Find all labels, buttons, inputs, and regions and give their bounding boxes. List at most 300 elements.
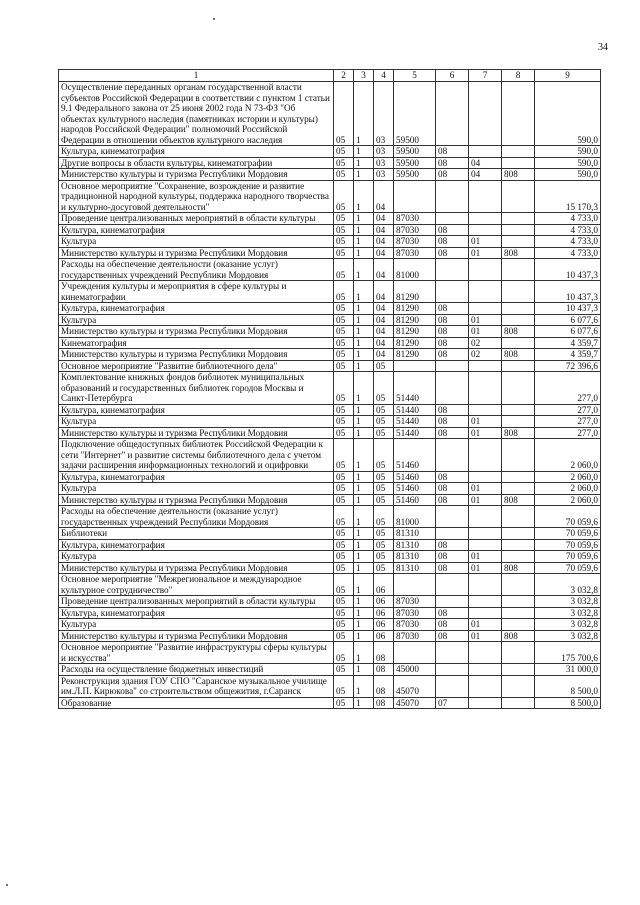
- chapter-code: 08: [436, 562, 469, 574]
- chapter-code: 08: [436, 483, 469, 495]
- table-row: [59, 247, 601, 259]
- subchapter-code: 04: [469, 169, 502, 181]
- program-code: 04: [374, 236, 394, 248]
- subsection-code: 1: [354, 642, 374, 664]
- subsection-code: 1: [354, 539, 374, 551]
- subchapter-code: [469, 539, 502, 551]
- subsection-code: 1: [354, 213, 374, 225]
- target-code: [394, 642, 436, 664]
- amount: 3 032,8: [535, 596, 601, 608]
- section-code: 05: [334, 157, 354, 169]
- program-code: 04: [374, 259, 394, 281]
- amount: 70 059,6: [535, 562, 601, 574]
- table-row: [59, 372, 601, 405]
- table-row: [59, 224, 601, 236]
- subsection-code: 1: [354, 303, 374, 315]
- expense-name: Расходы на осуществление бюджетных инвестиций: [59, 664, 334, 676]
- subchapter-code: [469, 360, 502, 372]
- agency-code: [502, 360, 535, 372]
- section-code: 05: [334, 630, 354, 642]
- target-code: 87030: [394, 619, 436, 631]
- section-code: 05: [334, 303, 354, 315]
- target-code: 81290: [394, 349, 436, 361]
- section-code: 05: [334, 551, 354, 563]
- table-row: [59, 326, 601, 338]
- amount: 4 733,0: [535, 213, 601, 225]
- target-code: 87030: [394, 630, 436, 642]
- section-code: 05: [334, 337, 354, 349]
- section-code: 05: [334, 281, 354, 303]
- section-code: 05: [334, 180, 354, 213]
- chapter-code: [436, 360, 469, 372]
- amount: 10 437,3: [535, 281, 601, 303]
- table-row: [59, 630, 601, 642]
- table-row: [59, 483, 601, 495]
- table-row: [59, 528, 601, 540]
- table-row: [59, 697, 601, 709]
- amount: 6 077,6: [535, 326, 601, 338]
- program-code: 06: [374, 630, 394, 642]
- target-code: 51440: [394, 427, 436, 439]
- subsection-code: 1: [354, 372, 374, 405]
- expense-name: Основное мероприятие "Развитие библиотечного дела": [59, 360, 334, 372]
- subchapter-code: [469, 372, 502, 405]
- section-code: 05: [334, 439, 354, 472]
- table-row: [59, 157, 601, 169]
- table-row: [59, 506, 601, 528]
- expense-name: Культура: [59, 619, 334, 631]
- table-row: [59, 664, 601, 676]
- budget-table-body: [59, 70, 601, 709]
- section-code: 05: [334, 506, 354, 528]
- expense-name: Библиотеки: [59, 528, 334, 540]
- column-header: 5: [394, 70, 436, 82]
- subsection-code: 1: [354, 236, 374, 248]
- agency-code: [502, 664, 535, 676]
- scan-speck: [6, 884, 8, 886]
- subchapter-code: [469, 596, 502, 608]
- amount: 2 060,0: [535, 483, 601, 495]
- subchapter-code: [469, 281, 502, 303]
- table-row: [59, 180, 601, 213]
- table-row: [59, 416, 601, 428]
- amount: 4 359,7: [535, 349, 601, 361]
- agency-code: [502, 82, 535, 146]
- target-code: 81290: [394, 303, 436, 315]
- agency-code: [502, 372, 535, 405]
- subsection-code: 1: [354, 224, 374, 236]
- agency-code: [502, 607, 535, 619]
- agency-code: 808: [502, 562, 535, 574]
- expense-name: Министерство культуры и туризма Республики Мордовия: [59, 427, 334, 439]
- subchapter-code: 01: [469, 630, 502, 642]
- subchapter-code: 01: [469, 416, 502, 428]
- chapter-code: [436, 259, 469, 281]
- subsection-code: 1: [354, 427, 374, 439]
- chapter-code: 08: [436, 349, 469, 361]
- subchapter-code: 02: [469, 349, 502, 361]
- subchapter-code: [469, 697, 502, 709]
- expense-name: Основное мероприятие "Межрегиональное и международное культурное сотрудничество": [59, 574, 334, 596]
- subsection-code: 1: [354, 146, 374, 158]
- target-code: 51440: [394, 404, 436, 416]
- table-row: [59, 427, 601, 439]
- program-code: 03: [374, 146, 394, 158]
- amount: 70 059,6: [535, 551, 601, 563]
- table-row: [59, 213, 601, 225]
- agency-code: [502, 551, 535, 563]
- subchapter-code: 01: [469, 562, 502, 574]
- program-code: 08: [374, 664, 394, 676]
- table-row: [59, 574, 601, 596]
- table-row: [59, 596, 601, 608]
- subsection-code: 1: [354, 349, 374, 361]
- subchapter-code: [469, 664, 502, 676]
- chapter-code: [436, 664, 469, 676]
- amount: 8 500,0: [535, 697, 601, 709]
- section-code: 05: [334, 596, 354, 608]
- chapter-code: 08: [436, 146, 469, 158]
- agency-code: 808: [502, 169, 535, 181]
- column-header: 1: [59, 70, 334, 82]
- subsection-code: 1: [354, 404, 374, 416]
- expense-name: Культура, кинематография: [59, 539, 334, 551]
- section-code: 05: [334, 483, 354, 495]
- agency-code: 808: [502, 427, 535, 439]
- target-code: 51440: [394, 372, 436, 405]
- budget-table: [58, 69, 601, 709]
- amount: 4 733,0: [535, 236, 601, 248]
- program-code: 05: [374, 471, 394, 483]
- subchapter-code: 01: [469, 236, 502, 248]
- page-number: 34: [598, 42, 608, 53]
- section-code: 05: [334, 494, 354, 506]
- amount: 4 359,7: [535, 337, 601, 349]
- target-code: [394, 180, 436, 213]
- program-code: 06: [374, 607, 394, 619]
- section-code: 05: [334, 349, 354, 361]
- amount: 4 733,0: [535, 247, 601, 259]
- amount: 10 437,3: [535, 303, 601, 315]
- subsection-code: 1: [354, 360, 374, 372]
- program-code: 04: [374, 337, 394, 349]
- program-code: 05: [374, 506, 394, 528]
- agency-code: [502, 416, 535, 428]
- agency-code: [502, 146, 535, 158]
- amount: 590,0: [535, 146, 601, 158]
- agency-code: [502, 180, 535, 213]
- program-code: 04: [374, 281, 394, 303]
- subchapter-code: [469, 180, 502, 213]
- amount: 8 500,0: [535, 675, 601, 697]
- expense-name: Комплектование книжных фондов библиотек муниципальных образований и государственных библиотек городов Москвы и Санкт-Петербурга: [59, 372, 334, 405]
- table-row: [59, 303, 601, 315]
- chapter-code: [436, 574, 469, 596]
- subchapter-code: [469, 303, 502, 315]
- table-row: [59, 642, 601, 664]
- amount: 72 396,6: [535, 360, 601, 372]
- expense-name: Культура, кинематография: [59, 303, 334, 315]
- chapter-code: 08: [436, 404, 469, 416]
- subsection-code: 1: [354, 180, 374, 213]
- agency-code: [502, 528, 535, 540]
- section-code: 05: [334, 224, 354, 236]
- subsection-code: 1: [354, 259, 374, 281]
- subchapter-code: [469, 607, 502, 619]
- target-code: 81290: [394, 337, 436, 349]
- subchapter-code: 01: [469, 314, 502, 326]
- section-code: 05: [334, 427, 354, 439]
- expense-name: Подключение общедоступных библиотек Российской Федерации к сети "Интернет" и развитие системы библиотечного дела с учетом задачи расширения информационных технологий и оцифровки: [59, 439, 334, 472]
- table-row: [59, 360, 601, 372]
- program-code: 04: [374, 349, 394, 361]
- expense-name: Расходы на обеспечение деятельности (оказание услуг) государственных учреждений Республики Мордовия: [59, 506, 334, 528]
- program-code: 04: [374, 247, 394, 259]
- subchapter-code: [469, 82, 502, 146]
- subsection-code: 1: [354, 483, 374, 495]
- agency-code: [502, 675, 535, 697]
- program-code: 05: [374, 528, 394, 540]
- expense-name: Проведение централизованных мероприятий в области культуры: [59, 596, 334, 608]
- program-code: 04: [374, 213, 394, 225]
- agency-code: [502, 539, 535, 551]
- expense-name: Министерство культуры и туризма Республики Мордовия: [59, 349, 334, 361]
- agency-code: [502, 337, 535, 349]
- chapter-code: [436, 82, 469, 146]
- table-row: [59, 675, 601, 697]
- agency-code: [502, 642, 535, 664]
- subsection-code: 1: [354, 169, 374, 181]
- section-code: 05: [334, 259, 354, 281]
- subchapter-code: [469, 404, 502, 416]
- chapter-code: 08: [436, 619, 469, 631]
- agency-code: [502, 303, 535, 315]
- expense-name: Культура, кинематография: [59, 146, 334, 158]
- expense-name: Культура: [59, 551, 334, 563]
- expense-name: Кинематография: [59, 337, 334, 349]
- subchapter-code: 01: [469, 551, 502, 563]
- target-code: 81310: [394, 528, 436, 540]
- agency-code: [502, 574, 535, 596]
- subsection-code: 1: [354, 337, 374, 349]
- table-row: [59, 562, 601, 574]
- subsection-code: 1: [354, 494, 374, 506]
- chapter-code: 08: [436, 471, 469, 483]
- subsection-code: 1: [354, 607, 374, 619]
- agency-code: [502, 439, 535, 472]
- agency-code: 808: [502, 630, 535, 642]
- table-row: [59, 404, 601, 416]
- chapter-code: [436, 506, 469, 528]
- expense-name: Министерство культуры и туризма Республики Мордовия: [59, 169, 334, 181]
- section-code: 05: [334, 619, 354, 631]
- subchapter-code: [469, 574, 502, 596]
- subchapter-code: 04: [469, 157, 502, 169]
- subchapter-code: [469, 471, 502, 483]
- section-code: 05: [334, 664, 354, 676]
- program-code: 05: [374, 416, 394, 428]
- subsection-code: 1: [354, 630, 374, 642]
- section-code: 05: [334, 562, 354, 574]
- expense-name: Осуществление переданных органам государственной власти субъектов Российской Федерации в соответствии с пунктом 1 статьи 9.1 Федерального закона от 25 июня 2002 года N 73-ФЗ "Об объектах культурного наследия (памятниках истории и культуры) народов Российской Федерации" полномочий Российской Федерации в отношении объектов культурного наследия: [59, 82, 334, 146]
- agency-code: 808: [502, 349, 535, 361]
- expense-name: Культура, кинематография: [59, 224, 334, 236]
- chapter-code: [436, 596, 469, 608]
- section-code: 05: [334, 416, 354, 428]
- section-code: 05: [334, 146, 354, 158]
- table-row: [59, 236, 601, 248]
- program-code: 05: [374, 562, 394, 574]
- subchapter-code: [469, 675, 502, 697]
- subsection-code: 1: [354, 471, 374, 483]
- table-row: [59, 314, 601, 326]
- amount: 277,0: [535, 427, 601, 439]
- subchapter-code: [469, 506, 502, 528]
- amount: 2 060,0: [535, 439, 601, 472]
- subchapter-code: [469, 528, 502, 540]
- program-code: 05: [374, 439, 394, 472]
- target-code: 45070: [394, 697, 436, 709]
- expense-name: Культура, кинематография: [59, 471, 334, 483]
- table-row: [59, 494, 601, 506]
- agency-code: 808: [502, 326, 535, 338]
- column-header: 7: [469, 70, 502, 82]
- section-code: 05: [334, 247, 354, 259]
- section-code: 05: [334, 539, 354, 551]
- agency-code: [502, 697, 535, 709]
- amount: 3 032,8: [535, 574, 601, 596]
- target-code: 51460: [394, 471, 436, 483]
- target-code: 81290: [394, 314, 436, 326]
- chapter-code: 08: [436, 630, 469, 642]
- section-code: 05: [334, 528, 354, 540]
- chapter-code: 08: [436, 539, 469, 551]
- program-code: 04: [374, 303, 394, 315]
- agency-code: [502, 471, 535, 483]
- target-code: 81000: [394, 506, 436, 528]
- amount: 10 437,3: [535, 259, 601, 281]
- amount: 2 060,0: [535, 494, 601, 506]
- amount: 590,0: [535, 82, 601, 146]
- target-code: 81310: [394, 551, 436, 563]
- chapter-code: 08: [436, 236, 469, 248]
- agency-code: 808: [502, 494, 535, 506]
- subsection-code: 1: [354, 551, 374, 563]
- subchapter-code: 01: [469, 247, 502, 259]
- subchapter-code: [469, 259, 502, 281]
- subchapter-code: 01: [469, 619, 502, 631]
- subchapter-code: 01: [469, 494, 502, 506]
- chapter-code: 08: [436, 303, 469, 315]
- program-code: 05: [374, 551, 394, 563]
- amount: 277,0: [535, 416, 601, 428]
- target-code: 87030: [394, 607, 436, 619]
- subsection-code: 1: [354, 326, 374, 338]
- section-code: 05: [334, 675, 354, 697]
- program-code: 05: [374, 372, 394, 405]
- agency-code: [502, 259, 535, 281]
- agency-code: [502, 213, 535, 225]
- agency-code: [502, 596, 535, 608]
- target-code: 81310: [394, 562, 436, 574]
- table-row: [59, 259, 601, 281]
- target-code: 87030: [394, 596, 436, 608]
- subsection-code: 1: [354, 528, 374, 540]
- program-code: 06: [374, 619, 394, 631]
- subsection-code: 1: [354, 82, 374, 146]
- subsection-code: 1: [354, 247, 374, 259]
- section-code: 05: [334, 607, 354, 619]
- target-code: 51460: [394, 494, 436, 506]
- program-code: 06: [374, 596, 394, 608]
- agency-code: [502, 314, 535, 326]
- subsection-code: 1: [354, 574, 374, 596]
- amount: 3 032,8: [535, 630, 601, 642]
- column-header: 3: [354, 70, 374, 82]
- subsection-code: 1: [354, 281, 374, 303]
- chapter-code: 08: [436, 157, 469, 169]
- subchapter-code: 02: [469, 337, 502, 349]
- chapter-code: 07: [436, 697, 469, 709]
- program-code: 04: [374, 314, 394, 326]
- expense-name: Реконструкция здания ГОУ СПО "Саранское музыкальное училище им.Л.П. Кирюкова" со строительством общежития, г.Саранск: [59, 675, 334, 697]
- subchapter-code: [469, 213, 502, 225]
- expense-name: Культура: [59, 236, 334, 248]
- program-code: 03: [374, 82, 394, 146]
- expense-name: Культура, кинематография: [59, 404, 334, 416]
- expense-name: Основное мероприятие "Сохранение, возрождение и развитие традиционной народной культуры, поддержка народного творчества и культурно-досуговой деятельности": [59, 180, 334, 213]
- program-code: 08: [374, 675, 394, 697]
- section-code: 05: [334, 314, 354, 326]
- amount: 175 700,6: [535, 642, 601, 664]
- program-code: 05: [374, 427, 394, 439]
- chapter-code: [436, 439, 469, 472]
- agency-code: [502, 281, 535, 303]
- section-code: 05: [334, 642, 354, 664]
- amount: 3 032,8: [535, 607, 601, 619]
- chapter-code: 08: [436, 326, 469, 338]
- amount: 4 733,0: [535, 224, 601, 236]
- chapter-code: 08: [436, 314, 469, 326]
- column-header: 2: [334, 70, 354, 82]
- amount: 70 059,6: [535, 528, 601, 540]
- amount: 277,0: [535, 404, 601, 416]
- target-code: 45070: [394, 675, 436, 697]
- program-code: 05: [374, 404, 394, 416]
- program-code: 08: [374, 697, 394, 709]
- subsection-code: 1: [354, 439, 374, 472]
- section-code: 05: [334, 326, 354, 338]
- program-code: 05: [374, 539, 394, 551]
- target-code: 45000: [394, 664, 436, 676]
- amount: 15 170,3: [535, 180, 601, 213]
- chapter-code: 08: [436, 607, 469, 619]
- amount: 6 077,6: [535, 314, 601, 326]
- subsection-code: 1: [354, 596, 374, 608]
- program-code: 03: [374, 157, 394, 169]
- agency-code: [502, 483, 535, 495]
- chapter-code: 08: [436, 224, 469, 236]
- column-header: 9: [535, 70, 601, 82]
- chapter-code: 08: [436, 169, 469, 181]
- subsection-code: 1: [354, 416, 374, 428]
- program-code: 05: [374, 360, 394, 372]
- target-code: 87030: [394, 247, 436, 259]
- agency-code: [502, 157, 535, 169]
- chapter-code: 08: [436, 551, 469, 563]
- subsection-code: 1: [354, 506, 374, 528]
- program-code: 04: [374, 224, 394, 236]
